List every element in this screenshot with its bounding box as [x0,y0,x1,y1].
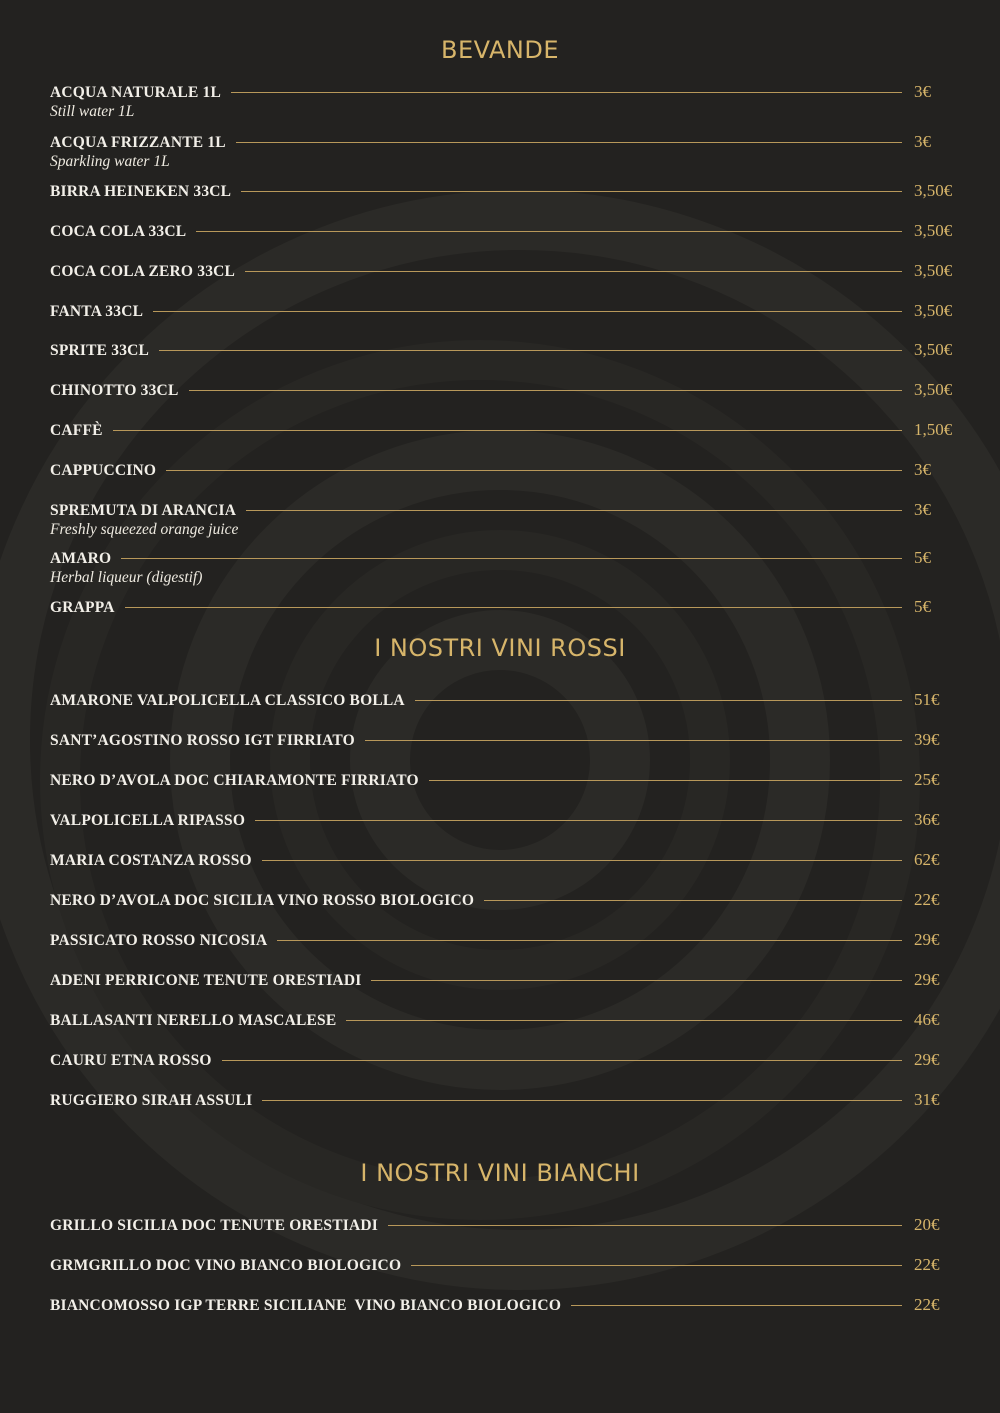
item-name: CAPPUCCINO [50,462,157,479]
dotted-leader [121,558,902,559]
menu-item-coca-cola [50,221,962,261]
item-price: 46€ [914,1010,940,1029]
menu-item-fanta [50,301,962,341]
item-description: Still water 1L [50,103,135,120]
item-name: ACQUA FRIZZANTE 1L [50,134,226,151]
wine-item [50,730,962,770]
item-price: 1,50€ [914,420,953,439]
menu-item-cappuccino [50,460,962,500]
item-price: 25€ [914,770,940,789]
dotted-leader [153,311,902,312]
item-price: 3€ [914,460,931,479]
item-name: MARIA COSTANZA ROSSO [50,852,252,869]
item-price: 5€ [914,597,931,616]
item-price: 3,50€ [914,261,953,280]
section-title-vini-bianchi: I NOSTRI VINI BIANCHI [360,1159,640,1187]
item-price: 3,50€ [914,181,953,200]
wine-item [50,1255,962,1295]
item-name: PASSICATO ROSSO NICOSIA [50,932,268,949]
item-name: COCA COLA 33CL [50,223,187,240]
dotted-leader [571,1305,902,1306]
item-description: Herbal liqueur (digestif) [50,569,203,586]
wine-item [50,690,962,730]
wine-item [50,890,962,930]
menu-item-acqua-frizzante [50,132,962,172]
dotted-leader [159,350,902,351]
dotted-leader [125,607,902,608]
item-name: SPREMUTA DI ARANCIA [50,502,237,519]
item-price: 3,50€ [914,301,953,320]
item-name: BIRRA HEINEKEN 33CL [50,183,232,200]
dotted-leader [245,271,902,272]
dotted-leader [415,700,902,701]
wine-item [50,930,962,970]
item-name: SPRITE 33CL [50,342,150,359]
item-description: Freshly squeezed orange juice [50,521,239,538]
item-name: AMARO [50,550,112,567]
menu-item-grappa [50,597,962,637]
item-name: BIANCOMOSSO IGP TERRE SICILIANE VINO BIANCO BIOLOGICO [50,1297,562,1314]
dotted-leader [388,1225,902,1226]
item-name: COCA COLA ZERO 33CL [50,263,236,280]
item-name: SANT’AGOSTINO ROSSO IGT FIRRIATO [50,732,355,749]
menu-item-chinotto [50,380,962,420]
section-title-vini-rossi: I NOSTRI VINI ROSSI [374,634,626,662]
item-price: 22€ [914,1255,940,1274]
dotted-leader [371,980,902,981]
item-name: CHINOTTO 33CL [50,382,179,399]
item-price: 3,50€ [914,340,953,359]
dotted-leader [484,900,902,901]
dotted-leader [113,430,902,431]
item-price: 29€ [914,930,940,949]
item-name: FANTA 33CL [50,303,144,320]
dotted-leader [231,92,902,93]
item-price: 62€ [914,850,940,869]
dotted-leader [429,780,902,781]
item-price: 20€ [914,1215,940,1234]
menu-item-birra-heineken [50,181,962,221]
wine-item [50,1295,962,1335]
item-name: NERO D’AVOLA DOC CHIARAMONTE FIRRIATO [50,772,419,789]
item-name: CAURU ETNA ROSSO [50,1052,212,1069]
item-name: RUGGIERO SIRAH ASSULI [50,1092,253,1109]
item-name: GRAPPA [50,599,115,616]
dotted-leader [277,940,902,941]
item-price: 51€ [914,690,940,709]
item-name: CAFFÈ [50,422,103,439]
menu-item-acqua-naturale [50,82,962,122]
wine-item [50,1050,962,1090]
menu-item-spremuta [50,500,962,540]
item-description: Sparkling water 1L [50,153,170,170]
item-name: ADENI PERRICONE TENUTE ORESTIADI [50,972,362,989]
wine-item [50,850,962,890]
item-name: BALLASANTI NERELLO MASCALESE [50,1012,337,1029]
dotted-leader [411,1265,902,1266]
item-price: 39€ [914,730,940,749]
dotted-leader [222,1060,902,1061]
item-name: GRILLO SICILIA DOC TENUTE ORESTIADI [50,1217,379,1234]
item-price: 36€ [914,810,940,829]
dotted-leader [166,470,902,471]
dotted-leader [262,860,902,861]
menu-item-amaro [50,548,962,588]
item-price: 22€ [914,1295,940,1314]
item-name: VALPOLICELLA RIPASSO [50,812,246,829]
item-price: 3€ [914,132,931,151]
wine-item [50,1215,962,1255]
item-name: NERO D’AVOLA DOC SICILIA VINO ROSSO BIOLOGICO [50,892,475,909]
menu-item-coca-cola-zero [50,261,962,301]
item-price: 3,50€ [914,380,953,399]
wine-item [50,770,962,810]
item-price: 3€ [914,82,931,101]
item-price: 5€ [914,548,931,567]
dotted-leader [196,231,902,232]
wine-item [50,970,962,1010]
dotted-leader [365,740,902,741]
menu-item-sprite [50,340,962,380]
item-name: AMARONE VALPOLICELLA CLASSICO BOLLA [50,692,405,709]
section-title-bevande: BEVANDE [440,36,560,64]
item-price: 29€ [914,1050,940,1069]
item-price: 22€ [914,890,940,909]
item-name: ACQUA NATURALE 1L [50,84,222,101]
dotted-leader [189,390,903,391]
wine-item [50,1010,962,1050]
item-name: GRMGRILLO DOC VINO BIANCO BIOLOGICO [50,1257,402,1274]
dotted-leader [255,820,902,821]
wine-item [50,1090,962,1130]
item-price: 3€ [914,500,931,519]
menu-item-caffe [50,420,962,460]
wine-item [50,810,962,850]
dotted-leader [262,1100,902,1101]
dotted-leader [346,1020,902,1021]
dotted-leader [236,142,902,143]
dotted-leader [241,191,902,192]
item-price: 3,50€ [914,221,953,240]
item-price: 29€ [914,970,940,989]
item-price: 31€ [914,1090,940,1109]
dotted-leader [246,510,902,511]
